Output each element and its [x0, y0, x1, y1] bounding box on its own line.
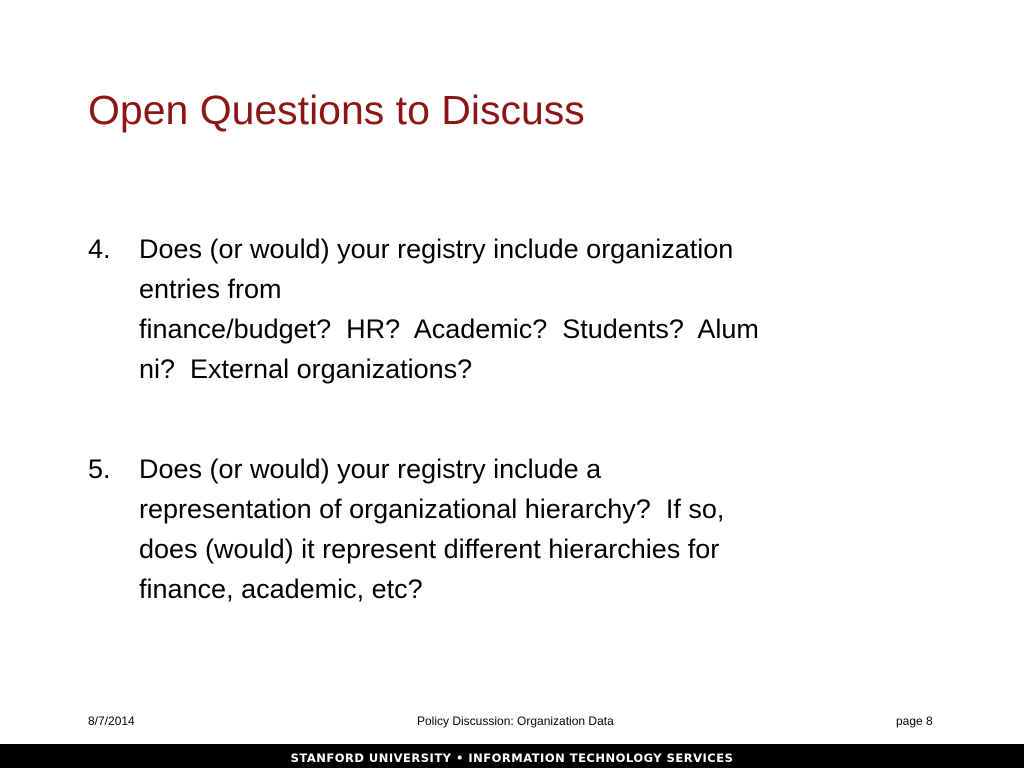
footer-banner	[0, 744, 1024, 768]
item-text-line: does (would) it represent different hierarchies for	[139, 534, 720, 564]
item-text-line: finance, academic, etc?	[139, 574, 423, 604]
footer-title: Policy Discussion: Organization Data	[417, 714, 614, 728]
item-text-line: ni? External organizations?	[139, 354, 473, 384]
slide-title: Open Questions to Discuss	[88, 87, 585, 133]
page-number: page 8	[896, 714, 933, 728]
item-text-line: representation of organizational hierarchy? If so,	[139, 494, 725, 524]
item-text	[139, 449, 939, 609]
footer-banner-text: STANFORD UNIVERSITY • INFORMATION TECHNOLOGY SERVICES	[290, 751, 734, 765]
footer-date: 8/7/2014	[88, 714, 135, 728]
item-number: 5.	[88, 454, 111, 484]
item-number: 4.	[88, 234, 111, 264]
item-text-line: entries from	[139, 274, 282, 304]
item-text-line: Does (or would) your registry include organization	[139, 234, 734, 264]
item-text-line: Does (or would) your registry include a	[139, 454, 602, 484]
item-text	[139, 229, 939, 389]
item-text-line: finance/budget? HR? Academic? Students? Alum	[139, 314, 759, 344]
